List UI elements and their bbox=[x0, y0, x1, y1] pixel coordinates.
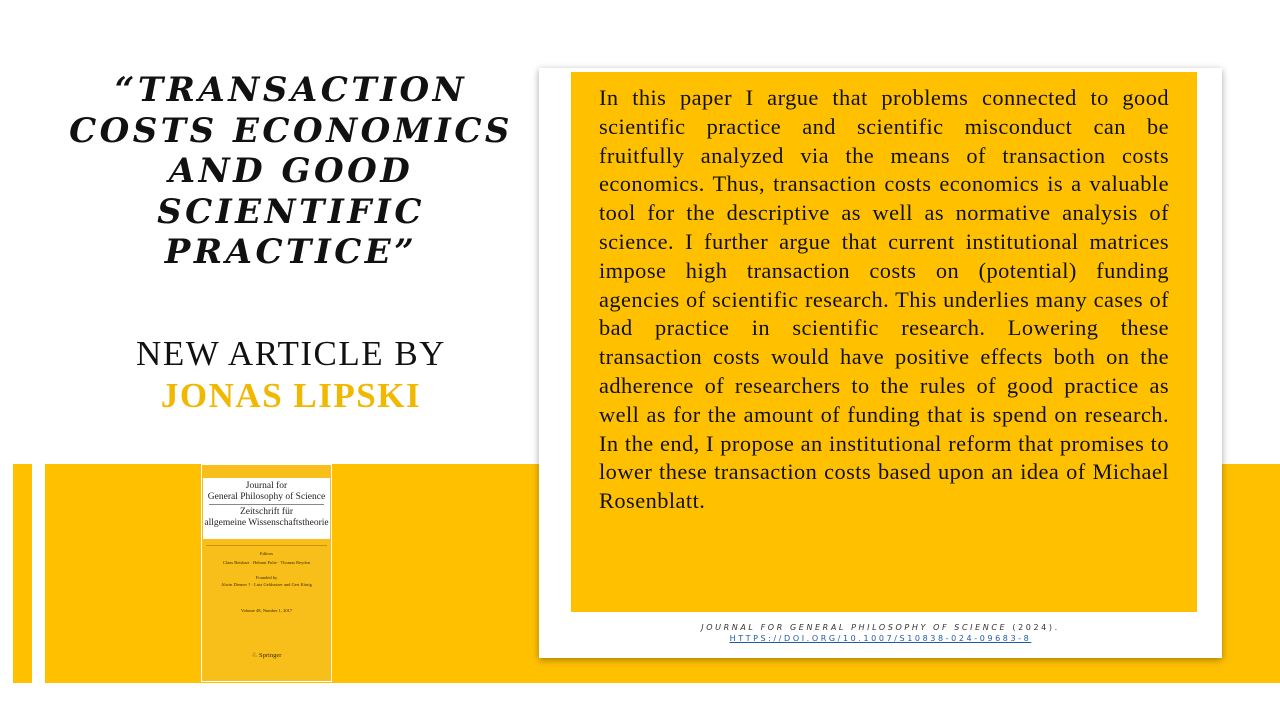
cover-divider bbox=[209, 504, 324, 505]
cover-rule bbox=[206, 545, 327, 546]
cover-journal-de: Zeitschrift für allgemeine Wissenschaftstheorie bbox=[204, 507, 329, 528]
cover-founders: Alwin Diemer † · Lutz Geldsetzer and Gert König bbox=[221, 582, 312, 587]
accent-band-left bbox=[13, 464, 32, 683]
article-title: “TRANSACTION COSTS ECONOMICS AND GOOD SCIENTIFIC PRACTICE” bbox=[69, 70, 513, 272]
citation-year: (2024). bbox=[1012, 623, 1060, 632]
cover-volume: Volume 48, Number 1, 2017 bbox=[240, 608, 293, 613]
cover-publisher: ♘ Springer bbox=[251, 652, 282, 659]
doi-link[interactable]: HTTPS://DOI.ORG/10.1007/S10838-024-09683-8 bbox=[729, 634, 1032, 643]
springer-logo-icon: ♘ bbox=[251, 652, 258, 659]
subtitle: NEW ARTICLE BY bbox=[136, 334, 446, 373]
journal-cover bbox=[201, 464, 332, 682]
author-name: JONAS LIPSKI bbox=[160, 376, 422, 415]
cover-header bbox=[203, 478, 330, 539]
cover-founded-label: Founded by bbox=[255, 575, 278, 580]
abstract-card bbox=[539, 68, 1222, 658]
cover-editors: Claus Beisbart · Helmut Pulte · Thomas Reydon bbox=[222, 560, 311, 565]
citation-journal: JOURNAL FOR GENERAL PHILOSOPHY OF SCIENCE bbox=[701, 623, 1008, 632]
abstract-box bbox=[571, 72, 1197, 612]
citation bbox=[539, 622, 1222, 644]
abstract-text: In this paper I argue that problems connected to good scientific practice and scientific misconduct can be fruitfully analyzed via the means of transaction costs economics. Thus, transaction costs economics is a valuable tool for the descriptive as well as normative analysis of science. I further argue that current institutional matrices impose high transaction costs on (potential) funding agencies of scientific research. This underlies many cases of bad practice in scientific research. Lowering these transaction costs would have positive effects both on the adherence of researchers to the rules of good practice as well as for the amount of funding that is spend on research. In the end, I propose an institutional reform that promises to lower these transaction costs based upon an idea of Michael Rosenblatt. bbox=[599, 85, 1169, 514]
cover-editors-label: Editors bbox=[260, 551, 273, 556]
cover-journal-en: Journal for General Philosophy of Science bbox=[207, 481, 326, 502]
